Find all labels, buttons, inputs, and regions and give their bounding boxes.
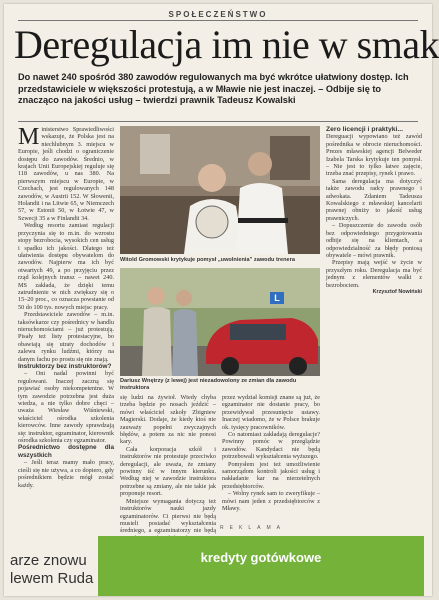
paragraph: Cała korporacja szkół i instruktorów nie protestuje przeciwko deregulacji, ale uważa, że zmiany powinny iść w innym kierunku. Według niej w zawodzie instruktora potrzebne są zmiany, ale nie takie jak proponuje resort. <box>120 445 216 498</box>
ad-banner[interactable] <box>98 536 424 596</box>
section-label: SPOŁECZEŃSTWO <box>168 10 268 19</box>
paragraph: Pomysłem jest też umożliwienie samorządom kontroli jakości usług i nakładanie kar na nierzetelnych przedsiębiorców. <box>222 460 320 490</box>
photo-caption: Dariusz Wnętrzy (z lewej) jest niezadowolony ze zmian dla zawodu instruktora <box>120 378 297 391</box>
next-article-tease: arze znowu <box>10 552 87 569</box>
photo-instructor <box>120 268 320 376</box>
paragraph: Przedstawiciele zawodów – m.in. taksówkarze czy pośrednicy w handlu nieruchomościami – już protestują. Pisały też listy protestacyjne, bo obawiają się utraty dochodów i zalewu rynku ludźmi, którzy na danym fachu po prostu się nie znają. <box>18 311 114 363</box>
article-column-1 <box>18 126 114 518</box>
subheading: Instruktorzy bez instruktorów? <box>18 363 112 370</box>
sidebar-title: Zero licencji i praktyki... <box>326 126 404 133</box>
divider <box>18 20 418 21</box>
svg-text:L: L <box>274 293 280 303</box>
paragraph: się ludzi na żywioł. Wtedy chyba trzeba będzie po nosach jeździć – mówi właściciel szkoły Zbigniew Magierski. Dodaje, że kiedy ktoś nie zauważy popełni zwyczajnych błędów, a potem za nic nie ponosi kary. <box>120 394 216 446</box>
paragraph: Według resortu zamiast regulacji przyczynia się to m.in. do wzrostu stopy bezrobocia, wysokich cen usług i spadku ich jakości. Dlatego też ułatwienia dostępu obywatelom do zawodów. Najpierw ma ich być otwartych 49, a po przyjęciu przez rząd kolejnych transz – nawet 240. MS zakłada, że dzięki temu zatrudnienie w nich zwiększy się o 15–20 proc., co oznacza powstanie od 50 do 100 tys. nowych miejsc pracy. <box>18 222 114 311</box>
paragraph: przez wydział komisji znane są już, że egzaminator nie dostanie pracy, bo przewidywał przesunięcie ustawy. Inaczej wiadomo, że w Polsce brakuje ok. tysięcy pracowników. <box>222 394 320 431</box>
author-byline: Krzysztof Nowiński <box>372 288 422 295</box>
paragraph: – Oni nadal powinni być regulowani. Inaczej zaczną się pojawiać osoby niekompetentne. W tym zawodzie potrzebna jest duża wiedza, a nie tylko dobre chęci – uważa Wiesław Wiśniewski, właściciel ośrodka szkolenia kierowców. Inne zawody sprawdzają się: instruktor, egzaminator, kierownik ośrodka szkolenia czy egzaminator. <box>18 370 114 445</box>
subheading: Pośrednictwo dostępne dla wszystkich <box>18 444 114 459</box>
next-article-tease: lewem Ruda <box>10 570 94 587</box>
paragraph: Przepisy mają wejść w życie w przyszłym roku. Deregulacja ma być jednym z elementów walki z bezrobociem. <box>326 259 422 289</box>
lead-paragraph: Do nawet 240 spośród 380 zawodów regulowanych ma być wkrótce ułatwiony dostęp. Ich przedstawiciele w większości protestują, a w Mławie nie jest inaczej. – Odbije się to znacząco na jakości usług – twierdzi prawnik Tadeusz Kowalski <box>18 72 409 106</box>
ad-text: kredyty gotówkowe <box>200 550 322 565</box>
paragraph: Mniejsze wymagania dotyczą też instruktorów nauki jazdy egzaminatorów. Ci pierwsi nie będą musieli posiadać wykształcenia średniego, a egzaminatorzy nie będą <box>120 497 216 535</box>
headline: Deregulacja im nie w smak <box>14 22 439 67</box>
paragraph: Co natomiast zakładają deregulacje? Powinny pomóc w przeglądzie zawodów. Kandydaci nie będą potrzebowali wykształcenia wyższego. <box>222 431 320 461</box>
paragraph: – Jeśli teraz mamy mało pracy, cieśli się nie używa, a co dopiero, gdy pośrednikiem będzie mógł zostać każdy. <box>18 459 114 489</box>
article-column-2 <box>120 394 216 535</box>
paragraph: Sama deregulacja ma dotyczyć także zawodu radcy prawnego i adwokata. Zdaniem Tadeusza Kowalskiego z mławskiej kancelarii prawnej obniży to jakość usług prawniczych. <box>326 177 422 222</box>
paragraph: – Wolny rynek sam to zweryfikuje – mówi nam jeden z przedsiębiorców z Mławy. <box>222 490 320 513</box>
paragraph: – Dopuszczenie do zawodu osób bez odpowiedniego przygotowania odbije się na klientach, a odpowiedzialność za błędy poniosą obywatele – mówi prawnik. <box>326 222 422 259</box>
sidebar-column <box>326 126 422 518</box>
paragraph: Dereguacji wypowiano też zawód pośrednika w obrocie nieruchomości. Prezes mławskiej agencji Belweder Izabela Tarska krytykuje ten pomysł. – Nie jest to tylko łatwe zajęcie, trzeba znać przepisy, rynek i prawo. <box>326 133 422 178</box>
photo-caption: Witold Gromowski krytykuje pomysł „uwolnienia” zawodu trenera <box>120 257 295 263</box>
divider <box>18 121 418 122</box>
article-column-3 <box>222 394 320 518</box>
ad-label: REKLAMA <box>220 525 286 531</box>
drop-cap: M <box>18 124 40 150</box>
newspaper-page <box>4 4 439 596</box>
paragraph: inisterstwo Sprawiedliwości wskazuje, że Polska jest na niechlubnym 3. miejscu w Europie, jeśli chodzi o ograniczenie dostępu do zawodów. Średnio, w krajach Unii Europejskiej reguluje się 118 zawodów, u nas 380. Na pierwszym miejscu w Europie, w Czechach, jest regulowanych 148 zawodów, w Austrii 152. W Słowenii, Holandii i na Litwie 65, w Niemczech 57, w Estonii 50, w Łotwie 47, w Szwecji 35 a w Finlandii 34. <box>18 126 114 222</box>
photo-trainer <box>120 126 320 254</box>
